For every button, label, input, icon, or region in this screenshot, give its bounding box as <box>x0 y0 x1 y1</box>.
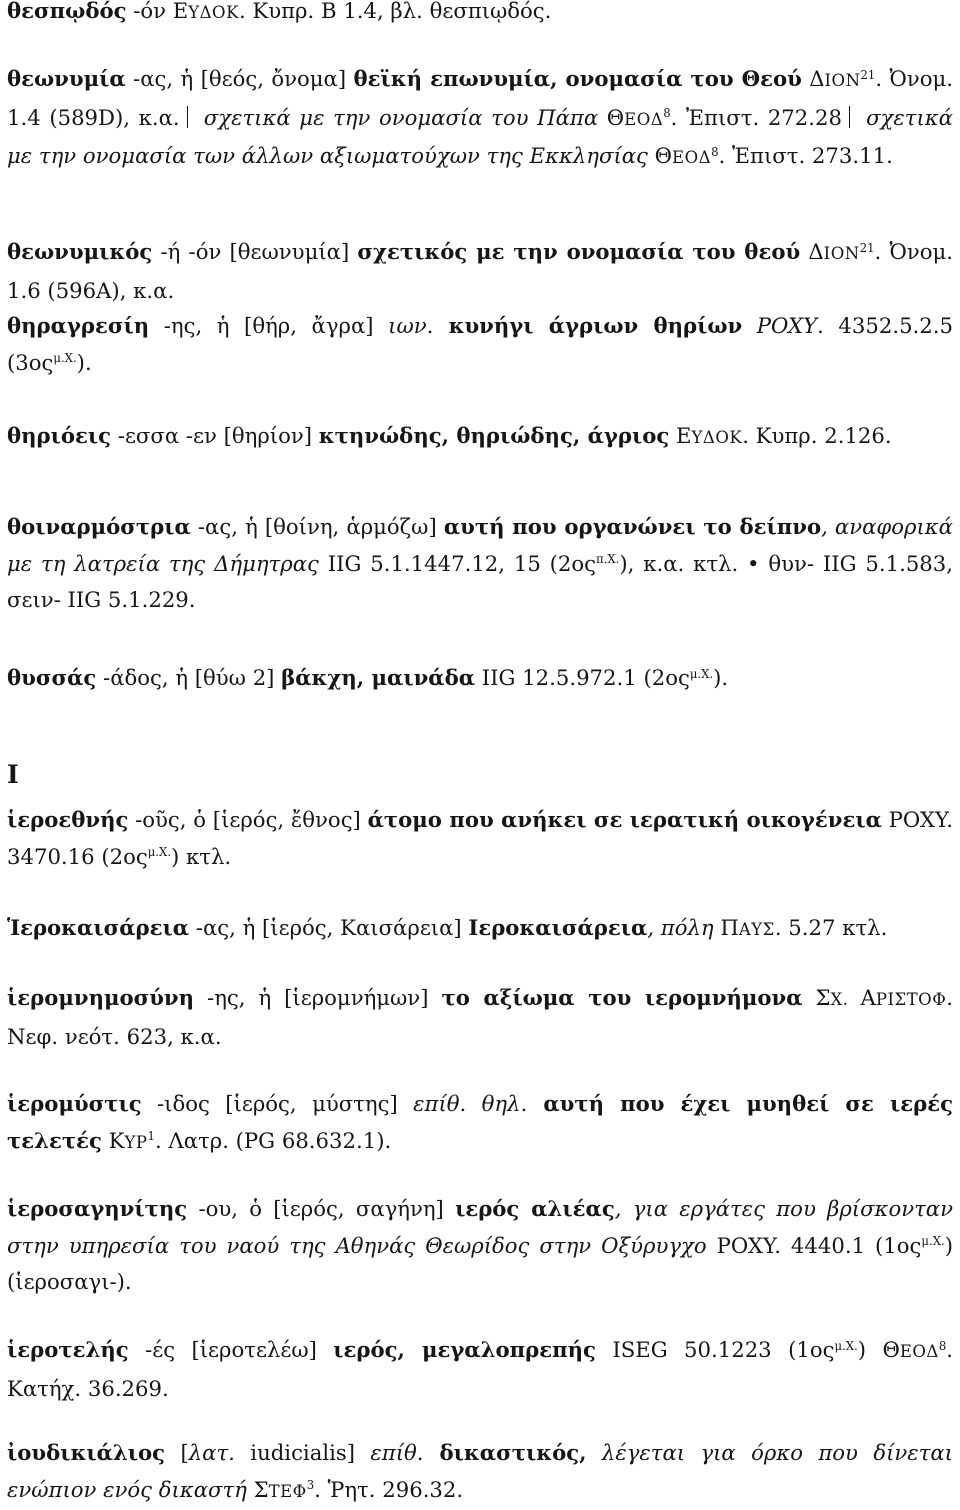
definition: αυτή που έχει μυηθεί σε ιερές τελετές <box>7 1091 953 1153</box>
source-abbrev: ΤΕΦ <box>268 1481 307 1501</box>
citation-end: ). <box>713 665 729 690</box>
sense-separator <box>187 106 189 128</box>
headword: Ἱεροκαισάρεια <box>7 915 190 940</box>
explanation: , πόλη <box>647 915 721 940</box>
grammar: -ας, ἡ [θοίνη, ἁρμόζω] <box>190 514 444 539</box>
source-initial: Δ <box>800 239 824 264</box>
date-superscript: μ.Χ. <box>689 666 714 681</box>
source-superscript: 1 <box>147 1129 155 1144</box>
section-letter: Ι <box>7 760 19 789</box>
entry-theonymia <box>7 61 953 177</box>
headword: ἰουδικιάλιος <box>7 1440 166 1465</box>
entry-therioeis <box>7 418 953 457</box>
entry-ieromystis <box>7 1086 953 1161</box>
explanation: , για εργάτες που βρίσκονταν στην υπηρεσία του ναού της Αθηνάς Θεωρίδος στην Οξύρυγχο <box>7 1196 953 1258</box>
source-abbrev: POXY <box>742 313 818 338</box>
headword: θυσσάς <box>7 665 97 690</box>
entry-ieroteles <box>7 1332 953 1407</box>
headword: ἱερομνημοσύνη <box>7 985 195 1010</box>
source-abbrev: ΥΡ <box>124 1132 148 1152</box>
headword: θηριόεις <box>7 423 112 448</box>
source-initial: Κ <box>101 1127 125 1153</box>
source-initial: Σ <box>253 1476 269 1502</box>
citation: . Λατρ. (PG 68.632.1). <box>154 1127 392 1153</box>
headword: ἱεροτελής <box>7 1337 129 1362</box>
usage-label: λατ. <box>188 1440 235 1465</box>
definition: δικαστικός, <box>423 1440 587 1465</box>
entry-thyssas <box>7 660 953 697</box>
citation: . Ῥητ. 296.32. <box>314 1476 464 1502</box>
entry-ieromnemosyne <box>7 980 953 1055</box>
source-initial: Θ <box>882 1337 900 1362</box>
source-abbrev: ΥΔΟΚ <box>188 3 239 22</box>
date-superscript: μ.Χ. <box>834 1338 858 1353</box>
citation: . Ἐπιστ. 272.28 <box>670 104 842 130</box>
usage-label: επίθ. <box>370 1440 424 1465</box>
citation: ) (ἱεροσαγι-). <box>7 1232 953 1294</box>
citation: POXY. 4440.1 (1ος <box>706 1232 922 1258</box>
headword: θεσπῳδός <box>7 0 127 23</box>
grammar: -ές [ἱεροτελέω] <box>128 1337 334 1362</box>
entry-theonymikos <box>7 234 953 309</box>
definition: βάκχη, μαινάδα <box>281 665 476 690</box>
source-abbrev: ΡΙΣΤΟΦ <box>875 990 947 1009</box>
definition: το αξίωμα του ιερομνήμονα <box>441 985 803 1010</box>
source-abbrev: ΙΟΝ <box>824 71 861 90</box>
headword: ἱεροεθνής <box>7 807 129 832</box>
citation-end: ). <box>76 349 92 375</box>
date-superscript: μ.Χ. <box>53 351 77 366</box>
definition: ιερός, μεγαλοπρεπής <box>333 1337 596 1362</box>
source-initial: Ε <box>669 423 692 448</box>
definition: κυνήγι άγριων θηρίων <box>433 313 743 338</box>
explanation: , αναφορικά με τη λατρεία της Δήμητρας <box>7 514 953 576</box>
grammar: -όν <box>126 0 173 23</box>
definition: άτομο που ανήκει σε ιερατική οικογένεια <box>367 807 882 832</box>
source-abbrev: ΙΟΝ <box>823 244 860 263</box>
grammar: -ή -όν [θεωνυμία] <box>152 239 358 264</box>
citation: . 4352.5.2.5 (3ος <box>7 313 953 375</box>
source-superscript: 8 <box>711 144 719 159</box>
source-initial: Δ <box>801 66 825 91</box>
grammar: -ιδος [ἱερός, μύστης] <box>141 1091 414 1116</box>
grammar: -ου, ὁ [ἱερός, σαγήνη] <box>187 1196 456 1221</box>
grammar: -ας, ἡ [ἱερός, Καισάρεια] <box>189 915 469 940</box>
headword: θεωνυμία <box>7 66 126 91</box>
sense-separator <box>849 106 851 128</box>
citation: ), κ.α. κτλ. • θυν- IIG 5.1.583, σειν- IIG 5.1.229. <box>7 550 953 612</box>
entry-ierosagenites <box>7 1191 953 1301</box>
explanation: λέγεται για όρκο που δίνεται ενώπιον ενός δικαστή <box>7 1440 953 1502</box>
citation: IIG 5.1.1447.12, 15 (2ος <box>318 550 597 576</box>
grammar: -άδος, ἡ [θύω 2] <box>96 665 282 690</box>
source-abbrev: ΥΔΟΚ <box>691 428 743 447</box>
source-abbrev: Χ. <box>830 990 861 1009</box>
citation: ) <box>857 1337 883 1362</box>
headword: θοιναρμόστρια <box>7 514 191 539</box>
grammar: -ης, ἡ [ἱερομνήμων] <box>194 985 442 1010</box>
definition: αυτή που οργανώνει το δείπνο <box>443 514 822 539</box>
source-abbrev: ΕΟΔ <box>624 109 664 129</box>
citation: . Κυπρ. Β 1.4, βλ. θεσπιῳδός. <box>238 0 552 23</box>
grammar: -ης, ἡ [θήρ, ἄγρα] <box>149 313 389 338</box>
source-initial: Π <box>720 915 739 940</box>
source-initial: Θ <box>606 104 625 130</box>
definition: κτηνώδης, θηριώδης, άγριος <box>318 423 670 448</box>
source-initial: Σ <box>802 985 831 1010</box>
source-superscript: 21 <box>860 67 876 82</box>
definition: Ιεροκαισάρεια <box>468 915 648 940</box>
source-abbrev: ΕΟΔ <box>672 148 712 167</box>
source-initial: Θ <box>654 143 673 168</box>
headword: ἱερομύστις <box>7 1091 142 1116</box>
citation: . Ἐπιστ. 273.11. <box>718 143 893 168</box>
source-superscript: 8 <box>663 106 671 121</box>
grammar: iudicialis] <box>234 1440 371 1465</box>
citation: . Νεφ. νεότ. 623, κ.α. <box>7 985 953 1049</box>
source-superscript: 8 <box>938 1338 947 1353</box>
grammar: -ας, ἡ [θεός, ὄνομα] <box>125 66 354 91</box>
grammar: -οῦς, ὁ [ἱερός, ἔθνος] <box>128 807 368 832</box>
headword: θεωνυμικός <box>7 239 153 264</box>
citation: IIG 12.5.972.1 (2ος <box>475 665 690 690</box>
usage-label: επίθ. θηλ. <box>413 1091 528 1116</box>
sense-definition: σχετικά με την ονομασία του Πάπα <box>195 104 607 130</box>
entry-theragresie <box>7 308 953 381</box>
usage-label: ιων. <box>388 313 434 338</box>
citation: ISEG 50.1223 (1ος <box>595 1337 835 1362</box>
entry-thoinarmostria <box>7 509 953 619</box>
source-abbrev: ΕΟΔ <box>899 1342 939 1361</box>
entry-ierokaisareia <box>7 910 953 949</box>
source-superscript: 3 <box>306 1478 315 1493</box>
source-initial: Ε <box>172 0 189 23</box>
citation: POXY. 3470.16 (2ος <box>7 807 954 869</box>
definition: ιερός αλιέας <box>455 1196 615 1221</box>
date-superscript: μ.Χ. <box>921 1234 945 1249</box>
entry-thespodos <box>7 0 953 32</box>
citation: . Κυπρ. 2.126. <box>742 423 892 448</box>
headword: θηραγρεσίη <box>7 313 150 338</box>
definition: θεϊκή επωνυμία, ονομασία του Θεού <box>353 66 802 91</box>
source-abbrev: ΑΥΣ <box>738 920 775 939</box>
source-initial: Α <box>860 985 876 1010</box>
entry-ieroethnes <box>7 802 953 875</box>
source-superscript: 21 <box>859 240 875 255</box>
grammar: [ <box>165 1440 189 1465</box>
entry-ioudikialios <box>7 1435 953 1510</box>
grammar: -εσσα -εν [θηρίον] <box>111 423 319 448</box>
citation: . Κατήχ. 36.269. <box>7 1337 954 1401</box>
sense-definition: σχετικά με την ονομασία των άλλων αξιωματούχων της Εκκλησίας <box>7 104 953 168</box>
citation: . Ὀνομ. 1.6 (596A), κ.α. <box>7 239 953 303</box>
date-superscript: π.Χ. <box>596 552 620 567</box>
definition: σχετικός με την ονομασία του θεού <box>357 239 801 264</box>
date-superscript: μ.Χ. <box>147 845 172 860</box>
headword: ἱεροσαγηνίτης <box>7 1196 188 1221</box>
citation: . Ὀνομ. 1.4 (589D), κ.α. <box>7 66 953 130</box>
citation-end: ) κτλ. <box>171 843 232 869</box>
citation: . 5.27 κτλ. <box>774 915 888 940</box>
